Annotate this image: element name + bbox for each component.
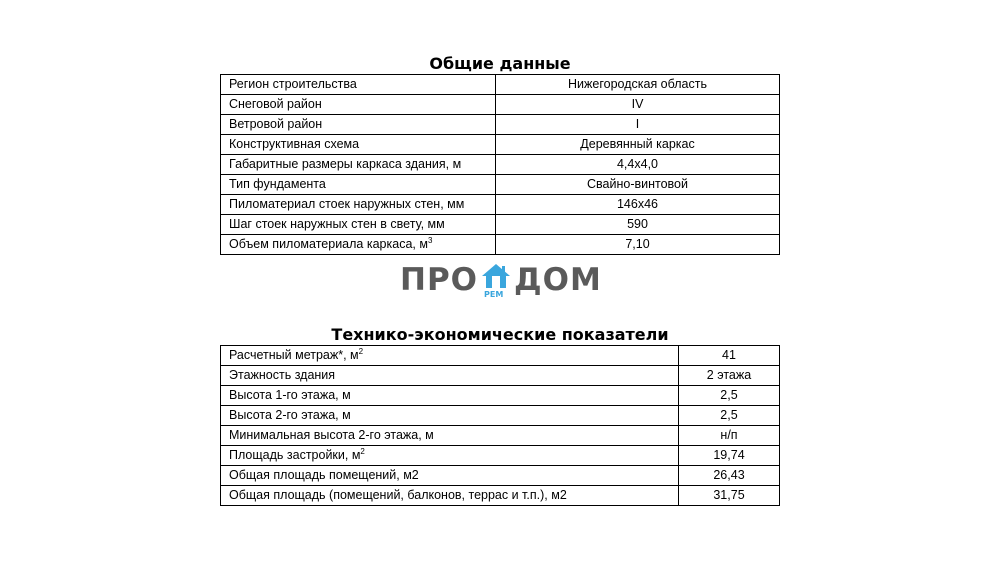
row-value: н/п <box>679 426 780 446</box>
table-row <box>221 195 780 215</box>
row-label: Расчетный метраж*, м <box>229 348 359 362</box>
unit-superscript: 2 <box>358 346 364 356</box>
row-label: Габаритные размеры каркаса здания, м <box>221 155 496 175</box>
table-row <box>221 215 780 235</box>
prodom-logo <box>400 262 600 302</box>
row-value: 4,4х4,0 <box>496 155 780 175</box>
row-label-cell <box>221 446 679 466</box>
house-icon <box>480 262 512 292</box>
general-data-table <box>220 74 780 255</box>
row-value: Деревянный каркас <box>496 135 780 155</box>
table-row <box>221 406 780 426</box>
row-label: Тип фундамента <box>221 175 496 195</box>
row-label: Площадь застройки, м <box>229 448 361 462</box>
table-row <box>221 95 780 115</box>
table-row <box>221 75 780 95</box>
row-label: Общая площадь помещений, м2 <box>221 466 679 486</box>
table-row <box>221 486 780 506</box>
row-label: Минимальная высота 2-го этажа, м <box>221 426 679 446</box>
unit-superscript: 3 <box>427 235 433 245</box>
row-value: 146х46 <box>496 195 780 215</box>
table-row <box>221 155 780 175</box>
row-value: 2,5 <box>679 386 780 406</box>
row-label: Этажность здания <box>221 366 679 386</box>
row-value: 19,74 <box>679 446 780 466</box>
table-row <box>221 466 780 486</box>
table-row <box>221 426 780 446</box>
table-row <box>221 386 780 406</box>
table-row <box>221 366 780 386</box>
tech-indicators-title: Технико-экономические показатели <box>331 325 669 344</box>
row-value: 590 <box>496 215 780 235</box>
row-label: Ветровой район <box>221 115 496 135</box>
row-value: Свайно-винтовой <box>496 175 780 195</box>
table-row <box>221 346 780 366</box>
row-value: I <box>496 115 780 135</box>
row-label-cell <box>221 235 496 255</box>
table-row <box>221 135 780 155</box>
row-value: 31,75 <box>679 486 780 506</box>
logo-text-left: ПРО <box>400 262 479 298</box>
unit-superscript: 2 <box>360 446 365 456</box>
row-value: Нижегородская область <box>496 75 780 95</box>
tech-indicators-table <box>220 345 780 506</box>
table-row <box>221 175 780 195</box>
row-label: Высота 2-го этажа, м <box>221 406 679 426</box>
row-value: 41 <box>679 346 780 366</box>
row-label: Снеговой район <box>221 95 496 115</box>
row-label: Общая площадь (помещений, балконов, террас и т.п.), м2 <box>221 486 679 506</box>
general-data-title: Общие данные <box>429 54 571 73</box>
table-row <box>221 446 780 466</box>
row-label: Шаг стоек наружных стен в свету, мм <box>221 215 496 235</box>
row-label-cell <box>221 346 679 366</box>
row-label: Конструктивная схема <box>221 135 496 155</box>
row-label: Объем пиломатериала каркаса, м <box>229 237 428 251</box>
table-row <box>221 235 780 255</box>
row-value: 7,10 <box>496 235 780 255</box>
row-label: Пиломатериал стоек наружных стен, мм <box>221 195 496 215</box>
row-value: 26,43 <box>679 466 780 486</box>
logo-subtext: РЕМ <box>484 290 504 299</box>
row-value: 2 этажа <box>679 366 780 386</box>
row-label: Регион строительства <box>221 75 496 95</box>
logo-text-right: ДОМ <box>514 262 602 298</box>
row-value: 2,5 <box>679 406 780 426</box>
row-value: IV <box>496 95 780 115</box>
table-row <box>221 115 780 135</box>
row-label: Высота 1-го этажа, м <box>221 386 679 406</box>
